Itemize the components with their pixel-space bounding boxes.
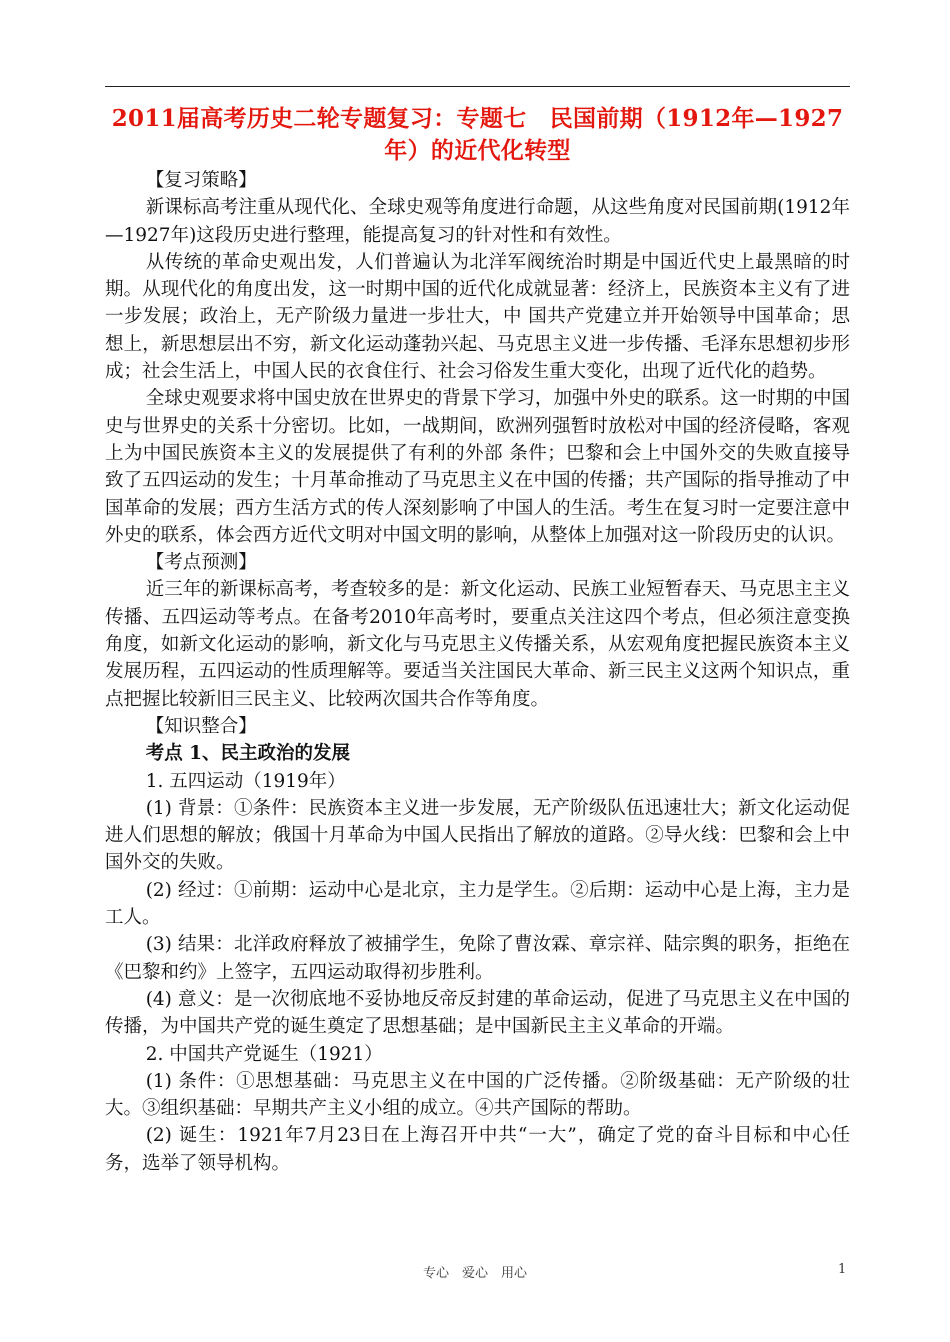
header-rule xyxy=(105,86,850,87)
document-title: 2011届高考历史二轮专题复习：专题七 民国前期（1912年—1927年）的近代化转型 xyxy=(111,105,844,164)
paragraph: 从传统的革命史观出发，人们普遍认为北洋军阀统治时期是中国近代史上最黑暗的时期。从现代化的角度出发，这一时期中国的近代化成就显著：经济上，民族资本主义有了进一步发展；政治上，无产阶级力量进一步壮大，中 国共产党建立并开始领导中国革命；思想上，新思想层出不穷，新文化运动蓬勃兴起、马克思主义进一步传播、毛泽东思想初步形成；社会生活上，中国人民的衣食住行、社会习俗发生重大变化，出现了近代化的趋势。 xyxy=(105,251,850,383)
paragraph: 近三年的新课标高考，考查较多的是：新文化运动、民族工业短暂春天、马克思主主义传播、五四运动等考点。在备考2010年高考时，要重点关注这四个考点，但必须注意变换角度，如新文化运动的影响，新文化与马克思主义传播关系，从宏观角度把握民族资本主义发展历程，五四运动的性质理解等。要适当关注国民大革命、新三民主义这两个知识点，重点把握比较新旧三民主义、比较两次国共合作等角度。 xyxy=(105,579,850,710)
paragraph: 1. 五四运动（1919年） xyxy=(145,770,346,792)
paragraph: 【复习策略】 xyxy=(145,170,257,191)
paragraph: (4) 意义：是一次彻底地不妥协地反帝反封建的革命运动，促进了马克思主义在中国的传播，为中国共产党的诞生奠定了思想基础；是中国新民主主义革命的开端。 xyxy=(105,988,850,1038)
paragraph: (1) 条件：①思想基础：马克思主义在中国的广泛传播。②阶级基础：无产阶级的壮大。③组织基础：早期共产主义小组的成立。④共产国际的帮助。 xyxy=(105,1070,850,1120)
paragraph: 2. 中国共产党诞生（1921） xyxy=(145,1043,383,1065)
paragraph: 【知识整合】 xyxy=(145,715,257,737)
paragraph: (2) 经过：①前期：运动中心是北京，主力是学生。②后期：运动中心是上海，主力是工人。 xyxy=(105,879,850,929)
paragraph: (2) 诞生：1921年7月23日在上海召开中共“一大”，确定了党的奋斗目标和中心任务，选举了领导机构。 xyxy=(105,1125,850,1174)
page-number: 1 xyxy=(838,1262,847,1277)
paragraph: (1) 背景：①条件：民族资本主义进一步发展，无产阶级队伍迅速壮大；新文化运动促进人们思想的解放；俄国十月革命为中国人民指出了解放的道路。②导火线：巴黎和会上中国外交的失败。 xyxy=(105,797,850,874)
paragraph: 新课标高考注重从现代化、全球史观等角度进行命题，从这些角度对民国前期(1912年—1927年)这段历史进行整理，能提高复习的针对性和有效性。 xyxy=(105,197,850,246)
paragraph: 【考点预测】 xyxy=(145,552,257,574)
paragraph: (3) 结果：北洋政府释放了被捕学生，免除了曹汝霖、章宗祥、陆宗舆的职务，拒绝在《巴黎和约》上签字，五四运动取得初步胜利。 xyxy=(105,934,850,983)
section-heading: 考点 1、民主政治的发展 xyxy=(145,743,351,765)
footer-motto: 专心 爱心 用心 xyxy=(422,1266,527,1281)
document-body xyxy=(105,103,850,1177)
paragraph-list xyxy=(105,167,850,1177)
paragraph: 全球史观要求将中国史放在世界史的背景下学习，加强中外史的联系。这一时期的中国史与世界史的关系十分密切。比如，一战期间，欧洲列强暂时放松对中国的经济侵略，客观上为中国民族资本主义的发展提供了有利的外部 条件；巴黎和会上中国外交的失败直接导致了五四运动的发生；十月革命推动了马克思主义在中国的传播；共产国际的指导推动了中国革命的发展；西方生活方式的传人深刻影响了中国人的生活。考生在复习时一定要注意中外史的联系，体会西方近代文明对中国文明的影响，从整体上加强对这一阶段历史的认识。 xyxy=(105,388,850,546)
